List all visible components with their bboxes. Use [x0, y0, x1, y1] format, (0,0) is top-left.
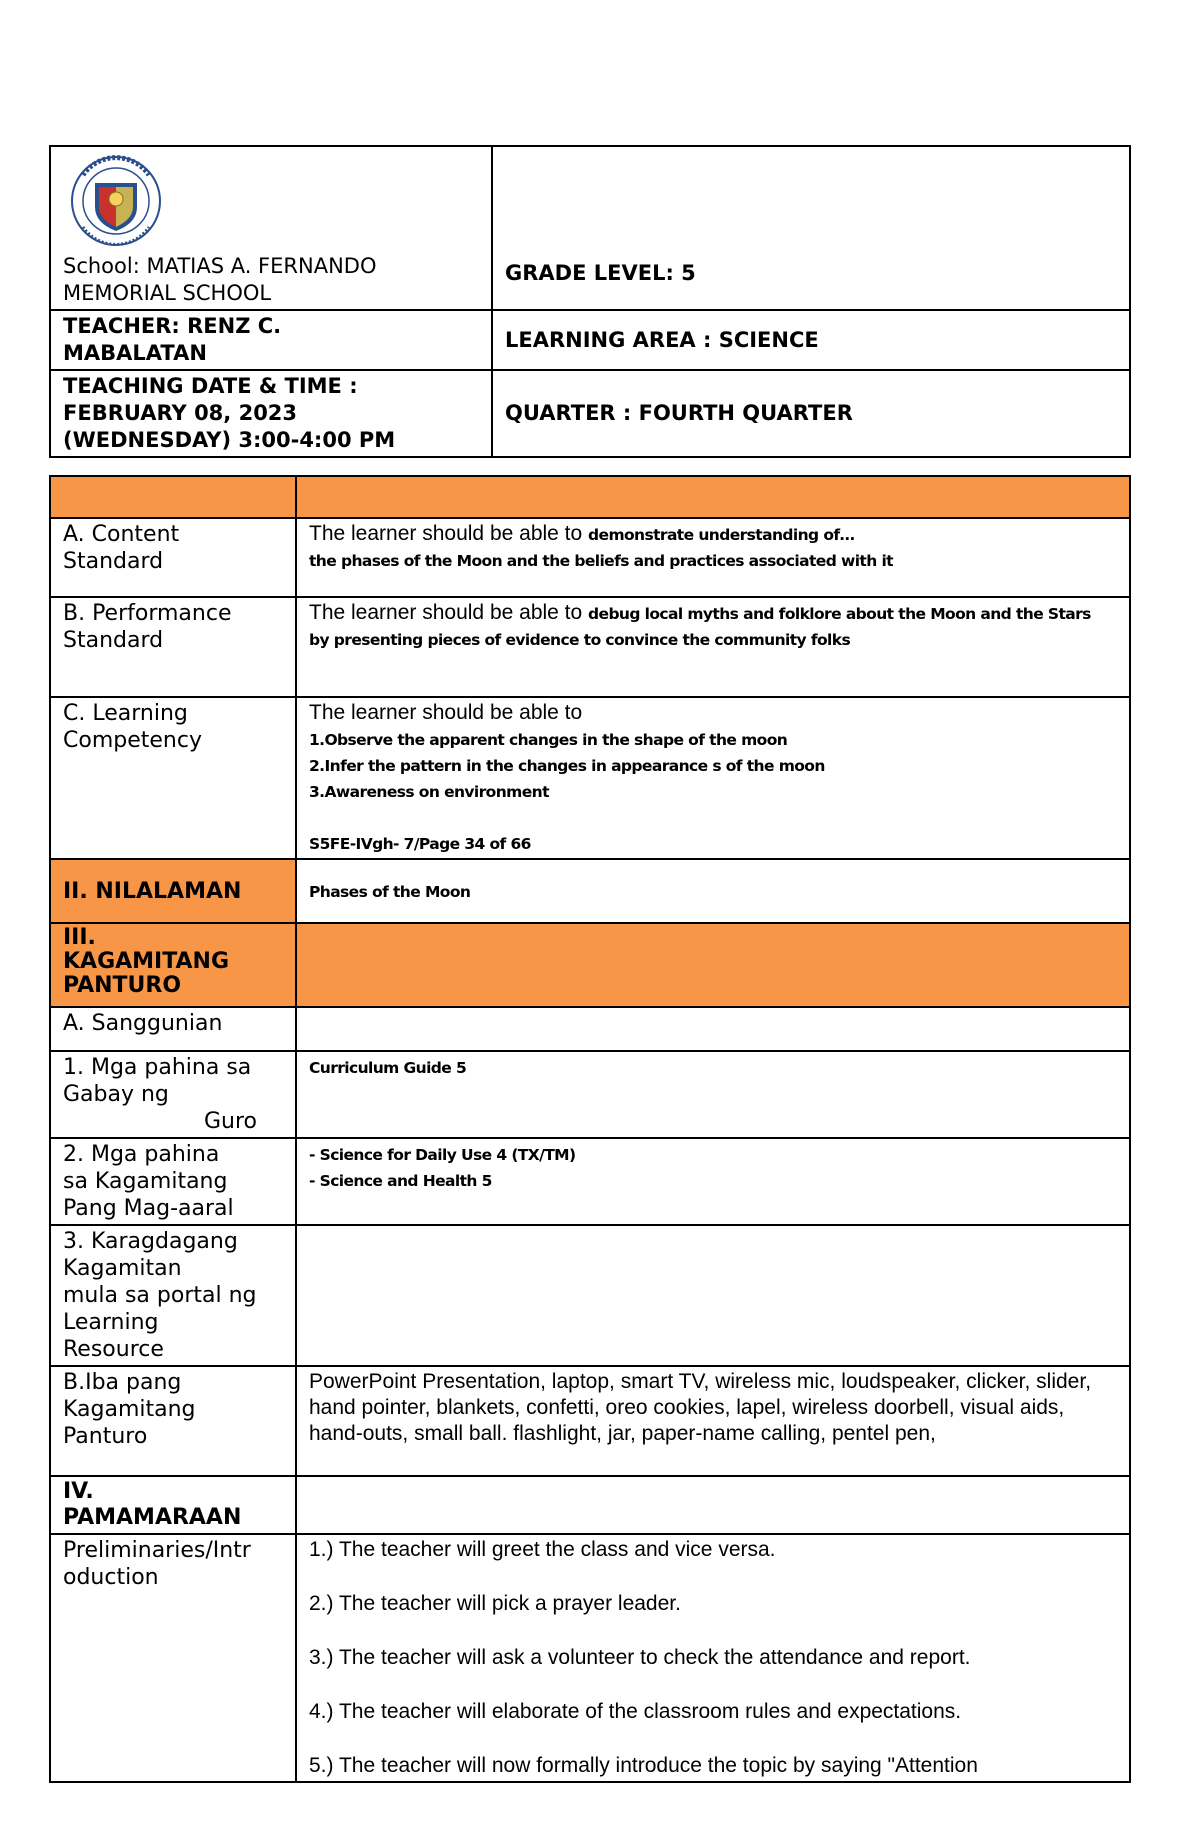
performance-standard-row	[50, 597, 1130, 697]
school-label: School: MATIAS A. FERNANDO MEMORIAL SCHOOL	[63, 254, 377, 305]
kagamitang-magaaral-value: - Science for Daily Use 4 (TX/TM) - Science and Health 5	[296, 1138, 1130, 1225]
top-left-cell	[50, 476, 296, 518]
kagamitan-value	[296, 923, 1130, 1007]
step-2: 2.) The teacher will pick a prayer leader.	[309, 1592, 681, 1615]
step-5: 5.) The teacher will now formally introduce the topic by saying "Attention	[309, 1754, 978, 1777]
iba-pang-kagamitan-row	[50, 1366, 1130, 1476]
pamamaraan-value	[296, 1476, 1130, 1534]
sanggunian-label: A. Sanggunian	[50, 1007, 296, 1051]
karagdagang-kagamitan-label: 3. Karagdagang Kagamitan mula sa portal ng Learning Resource	[50, 1225, 296, 1366]
quarter-cell	[492, 370, 1130, 457]
learning-competency-value: The learner should be able to 1.Observe the apparent changes in the shape of the moon 2.Infer the pattern in the changes in appearance s of the moon 3.Awareness on environment S5FE-IVgh- 7/Page 34 of 66	[296, 697, 1130, 859]
sanggunian-row	[50, 1007, 1130, 1051]
preliminaries-row	[50, 1534, 1130, 1782]
karagdagang-kagamitan-value	[296, 1225, 1130, 1366]
content-standard-label: A. Content Standard	[50, 518, 296, 597]
grade-level-cell	[492, 146, 1130, 310]
gabay-guro-row	[50, 1051, 1130, 1138]
performance-standard-value: The learner should be able to debug local myths and folklore about the Moon and the Stars by presenting pieces of evidence to convince the community folks	[296, 597, 1130, 697]
gabay-guro-value: Curriculum Guide 5	[296, 1051, 1130, 1138]
sanggunian-value	[296, 1007, 1130, 1051]
pamamaraan-label: IV. PAMAMARAAN	[50, 1476, 296, 1534]
top-section-row	[50, 476, 1130, 518]
quarter: QUARTER : FOURTH QUARTER	[505, 401, 853, 425]
deped-seal-icon	[63, 155, 169, 247]
iba-pang-kagamitan-label: B.Iba pang Kagamitang Panturo	[50, 1366, 296, 1476]
nilalaman-value: Phases of the Moon	[296, 859, 1130, 923]
lesson-plan-table	[49, 475, 1131, 1783]
karagdagang-kagamitan-row	[50, 1225, 1130, 1366]
step-3: 3.) The teacher will ask a volunteer to check the attendance and report.	[309, 1646, 971, 1669]
kagamitan-label: III. KAGAMITANG PANTURO	[50, 923, 296, 1007]
gabay-guro-label: 1. Mga pahina sa Gabay ng Guro	[50, 1051, 296, 1138]
teaching-date-cell: TEACHING DATE & TIME : FEBRUARY 08, 2023 (WEDNESDAY) 3:00-4:00 PM	[50, 370, 492, 457]
learning-competency-label: C. Learning Competency	[50, 697, 296, 859]
header-table	[49, 145, 1131, 458]
iba-pang-kagamitan-value: PowerPoint Presentation, laptop, smart TV, wireless mic, loudspeaker, clicker, slider, hand pointer, blankets, confetti, oreo cookies, lapel, wireless doorbell, visual aids, hand-outs, small ball. flashlight, jar, paper-name calling, pentel pen,	[296, 1366, 1130, 1476]
pamamaraan-row	[50, 1476, 1130, 1534]
learning-competency-row	[50, 697, 1130, 859]
learning-area-cell	[492, 310, 1130, 370]
preliminaries-steps	[296, 1534, 1130, 1782]
kagamitan-row	[50, 923, 1130, 1007]
performance-standard-label: B. Performance Standard	[50, 597, 296, 697]
teacher-cell: TEACHER: RENZ C. MABALATAN	[50, 310, 492, 370]
nilalaman-row	[50, 859, 1130, 923]
step-4: 4.) The teacher will elaborate of the classroom rules and expectations.	[309, 1700, 962, 1723]
nilalaman-label: II. NILALAMAN	[50, 859, 296, 923]
top-right-cell	[296, 476, 1130, 518]
content-standard-value: The learner should be able to demonstrate understanding of… the phases of the Moon and the beliefs and practices associated with it	[296, 518, 1130, 597]
step-1: 1.) The teacher will greet the class and vice versa.	[309, 1538, 776, 1561]
kagamitang-magaaral-label: 2. Mga pahina sa Kagamitang Pang Mag-aaral	[50, 1138, 296, 1225]
school-cell	[50, 146, 492, 310]
content-standard-row	[50, 518, 1130, 597]
kagamitang-magaaral-row	[50, 1138, 1130, 1225]
preliminaries-label: Preliminaries/Intr oduction	[50, 1534, 296, 1782]
learning-area: LEARNING AREA : SCIENCE	[505, 327, 819, 352]
competency-code: S5FE-IVgh- 7/Page 34 of 66	[309, 835, 531, 853]
grade-level: GRADE LEVEL: 5	[505, 261, 696, 285]
